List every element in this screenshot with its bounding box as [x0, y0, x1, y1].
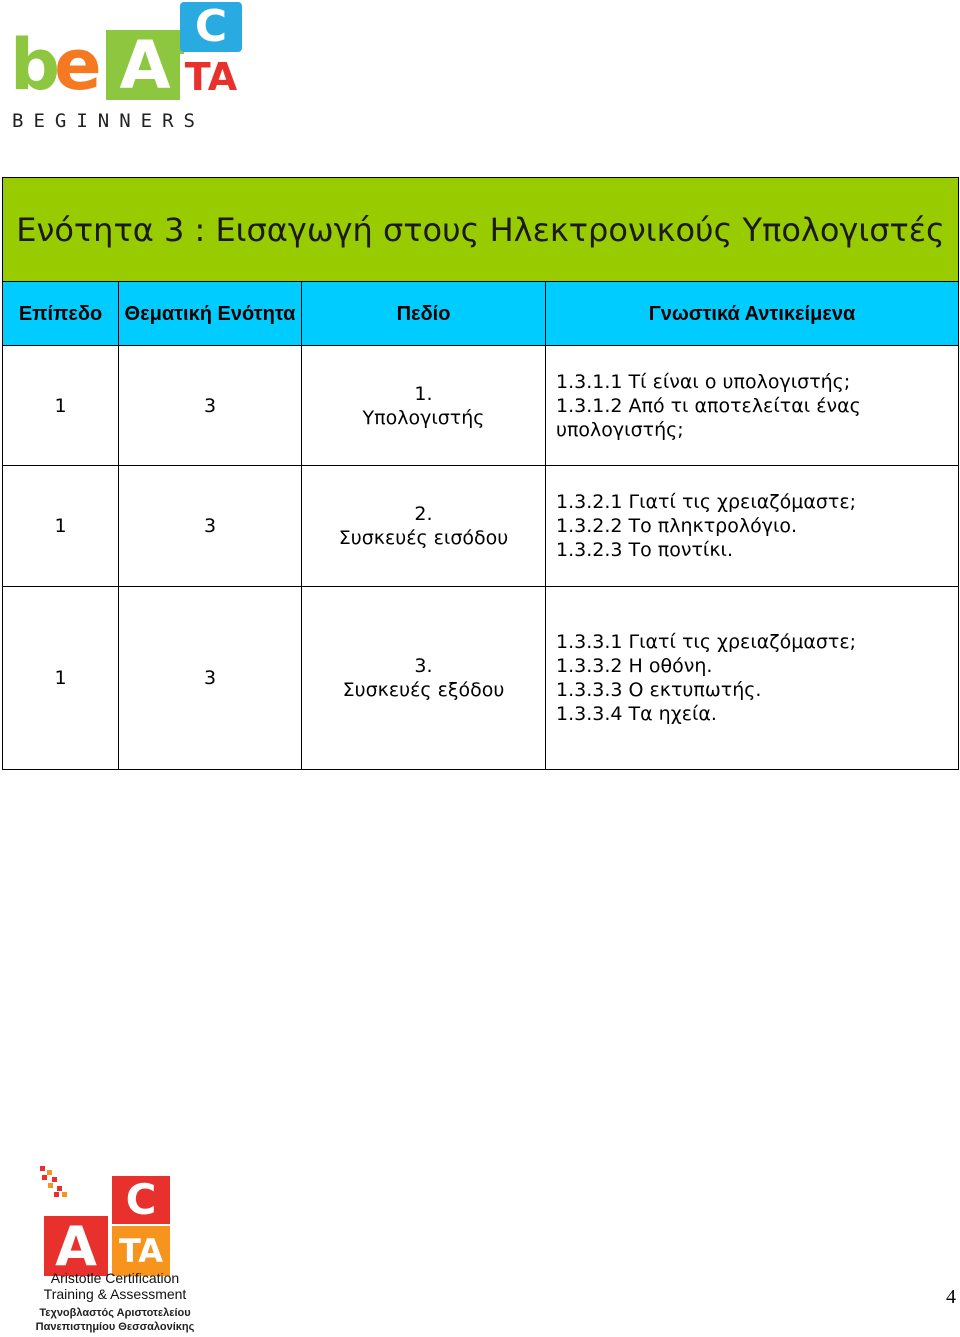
header-unit: Θεματική Ενότητα: [119, 282, 302, 346]
field-name: Υπολογιστής: [362, 406, 485, 429]
field-name: Συσκευές εισόδου: [338, 527, 509, 549]
table-row: [3, 466, 959, 587]
logo-line-1: Aristotle Certification: [50, 1270, 180, 1286]
topic-item: 1.3.2.2 Το πληκτρολόγιο.: [556, 515, 798, 537]
logo-line-3: Τεχνοβλαστός Αριστοτελείου: [39, 1307, 191, 1319]
page-number: 4: [946, 1286, 956, 1308]
logo-tagline: BEGINNERS: [12, 110, 205, 132]
table-header-row: [3, 282, 959, 346]
logo-ta-block: TA: [180, 54, 242, 100]
topic-item: 1.3.1.1 Τί είναι ο υπολογιστής;: [556, 370, 851, 393]
acta-logo: [30, 1160, 200, 1335]
field-number: 2.: [414, 503, 433, 525]
header-field: Πεδίο: [302, 282, 546, 346]
table-row: [3, 346, 959, 466]
header-objectives: Γνωστικά Αντικείμενα: [546, 282, 959, 346]
topic-item: 1.3.3.3 Ο εκτυπωτής.: [556, 679, 762, 701]
cell-field: [302, 346, 546, 466]
section-title: Ενότητα 3 : Εισαγωγή στους Ηλεκτρονικούς Υπολογιστές: [3, 178, 959, 282]
topic-item: 1.3.3.4 Τα ηχεία.: [556, 703, 717, 725]
cell-level: 1: [3, 587, 119, 770]
topic-item: 1.3.3.1 Γιατί τις χρειαζόμαστε;: [556, 631, 857, 653]
cell-topics: [546, 587, 959, 770]
cell-field: [302, 466, 546, 587]
header-level: Επίπεδο: [3, 282, 119, 346]
logo-c-block: C: [112, 1176, 170, 1224]
logo-a-block: A: [44, 1216, 108, 1276]
logo-line-2: Training & Assessment: [43, 1286, 187, 1302]
topic-item: 1.3.3.2 Η οθόνη.: [556, 655, 713, 677]
logo-c-block: C: [180, 2, 242, 52]
field-name: Συσκευές εξόδου: [342, 679, 505, 701]
cell-level: 1: [3, 346, 119, 466]
logo-be-text: be: [10, 24, 96, 106]
topic-item: 1.3.2.1 Γιατί τις χρειαζόμαστε;: [556, 491, 857, 513]
beginners-logo: [8, 2, 248, 132]
cell-unit: 3: [119, 466, 302, 587]
topic-item: 1.3.1.2 Από τι αποτελείται ένας υπολογιστής;: [556, 394, 861, 441]
cell-unit: 3: [119, 587, 302, 770]
field-number: 1.: [414, 382, 433, 405]
table-row: [3, 587, 959, 770]
field-number: 3.: [414, 655, 433, 677]
logo-a-block: A: [106, 30, 184, 100]
logo-line-4: Πανεπιστημίου Θεσσαλονίκης: [35, 1321, 195, 1333]
syllabus-table: [2, 177, 959, 770]
logo-ta-block: TA: [112, 1226, 170, 1276]
cell-unit: 3: [119, 346, 302, 466]
topic-item: 1.3.2.3 Το ποντίκι.: [556, 539, 733, 561]
cell-topics: [546, 346, 959, 466]
cell-topics: [546, 466, 959, 587]
cell-field: [302, 587, 546, 770]
pixel-dots-icon: [38, 1164, 68, 1198]
cell-level: 1: [3, 466, 119, 587]
